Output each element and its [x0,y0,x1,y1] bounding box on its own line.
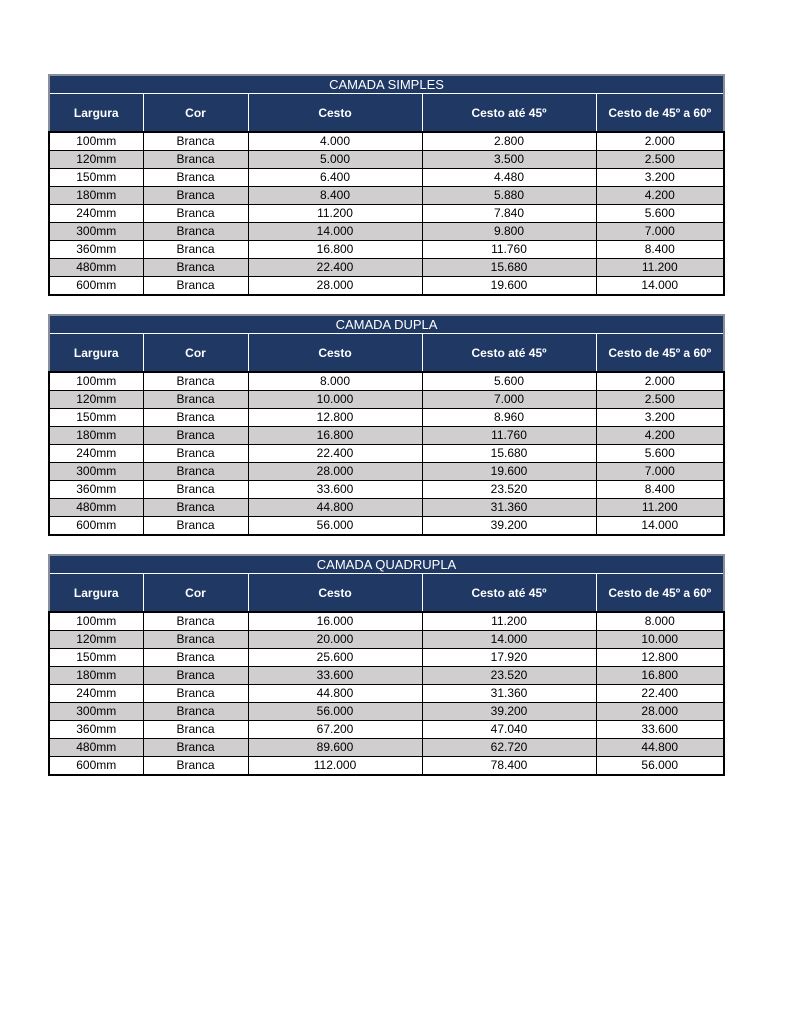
cell-cesto-ate-45: 8.960 [422,409,596,427]
cell-cesto-45-60: 3.200 [596,169,724,187]
cell-largura: 120mm [49,151,143,169]
column-header-cesto-45-60: Cesto de 45º a 60º [596,574,724,613]
cell-cor: Branca [143,187,248,205]
cell-cesto: 22.400 [248,445,422,463]
cell-largura: 100mm [49,372,143,391]
cell-cesto-ate-45: 5.880 [422,187,596,205]
cell-cesto-45-60: 22.400 [596,685,724,703]
cell-cor: Branca [143,481,248,499]
cell-cor: Branca [143,409,248,427]
cell-cesto: 25.600 [248,649,422,667]
table-row [49,667,724,685]
cell-cor: Branca [143,259,248,277]
cell-cor: Branca [143,277,248,296]
table-row [49,187,724,205]
table-row [49,631,724,649]
price-table [48,314,725,536]
cell-largura: 300mm [49,463,143,481]
cell-cesto-ate-45: 23.520 [422,481,596,499]
cell-cesto-45-60: 56.000 [596,757,724,776]
cell-largura: 480mm [49,259,143,277]
cell-largura: 150mm [49,169,143,187]
cell-cesto: 22.400 [248,259,422,277]
cell-largura: 240mm [49,445,143,463]
cell-cesto: 112.000 [248,757,422,776]
cell-cor: Branca [143,132,248,151]
cell-cesto-45-60: 2.000 [596,132,724,151]
cell-cor: Branca [143,517,248,536]
cell-cesto: 44.800 [248,499,422,517]
column-header-largura: Largura [49,334,143,373]
cell-cor: Branca [143,372,248,391]
cell-cesto: 8.000 [248,372,422,391]
cell-largura: 600mm [49,277,143,296]
cell-cesto-45-60: 10.000 [596,631,724,649]
cell-cor: Branca [143,169,248,187]
column-header-cor: Cor [143,574,248,613]
cell-cesto-45-60: 5.600 [596,205,724,223]
cell-cesto: 8.400 [248,187,422,205]
cell-cesto: 5.000 [248,151,422,169]
cell-largura: 100mm [49,132,143,151]
cell-largura: 240mm [49,205,143,223]
price-table [48,74,725,296]
cell-largura: 180mm [49,187,143,205]
table-row [49,223,724,241]
cell-cesto-ate-45: 5.600 [422,372,596,391]
cell-cor: Branca [143,703,248,721]
cell-cesto-ate-45: 15.680 [422,259,596,277]
cell-largura: 120mm [49,631,143,649]
price-table [48,554,725,776]
column-header-cesto: Cesto [248,574,422,613]
column-header-cor: Cor [143,334,248,373]
cell-cesto-45-60: 2.000 [596,372,724,391]
cell-cesto-ate-45: 11.760 [422,241,596,259]
cell-cesto: 33.600 [248,667,422,685]
table-row [49,703,724,721]
cell-cesto-ate-45: 31.360 [422,685,596,703]
table-row [49,739,724,757]
price-table-simples [48,74,723,296]
cell-cor: Branca [143,757,248,776]
cell-cor: Branca [143,499,248,517]
cell-cesto-ate-45: 47.040 [422,721,596,739]
cell-cor: Branca [143,391,248,409]
cell-cesto-ate-45: 7.840 [422,205,596,223]
cell-cesto-ate-45: 4.480 [422,169,596,187]
column-header-cesto-45-60: Cesto de 45º a 60º [596,94,724,133]
cell-largura: 600mm [49,517,143,536]
column-header-largura: Largura [49,574,143,613]
cell-cesto: 20.000 [248,631,422,649]
table-row [49,151,724,169]
table-row [49,685,724,703]
cell-cesto-45-60: 4.200 [596,187,724,205]
cell-cor: Branca [143,631,248,649]
cell-largura: 180mm [49,667,143,685]
cell-cor: Branca [143,739,248,757]
cell-cor: Branca [143,445,248,463]
cell-largura: 480mm [49,739,143,757]
cell-largura: 180mm [49,427,143,445]
column-header-cor: Cor [143,94,248,133]
cell-cesto-ate-45: 39.200 [422,703,596,721]
cell-cesto: 16.800 [248,241,422,259]
cell-cesto-ate-45: 9.800 [422,223,596,241]
cell-largura: 480mm [49,499,143,517]
cell-cor: Branca [143,721,248,739]
cell-cor: Branca [143,612,248,631]
price-table-dupla [48,314,723,536]
cell-largura: 360mm [49,481,143,499]
cell-cor: Branca [143,427,248,445]
cell-largura: 240mm [49,685,143,703]
table-row [49,481,724,499]
table-row [49,445,724,463]
cell-cor: Branca [143,205,248,223]
cell-cesto-45-60: 44.800 [596,739,724,757]
cell-cesto-ate-45: 15.680 [422,445,596,463]
table-row [49,409,724,427]
table-title: CAMADA QUADRUPLA [49,555,724,574]
table-row [49,721,724,739]
cell-cesto: 4.000 [248,132,422,151]
table-row [49,259,724,277]
cell-cesto-ate-45: 78.400 [422,757,596,776]
cell-largura: 360mm [49,721,143,739]
cell-cor: Branca [143,151,248,169]
cell-largura: 360mm [49,241,143,259]
cell-cesto-45-60: 2.500 [596,391,724,409]
cell-cesto-45-60: 14.000 [596,277,724,296]
cell-cesto-45-60: 2.500 [596,151,724,169]
table-row [49,517,724,536]
column-header-largura: Largura [49,94,143,133]
cell-largura: 120mm [49,391,143,409]
table-row [49,612,724,631]
column-header-cesto: Cesto [248,94,422,133]
cell-cesto-ate-45: 17.920 [422,649,596,667]
cell-cor: Branca [143,463,248,481]
table-row [49,277,724,296]
table-body [49,372,724,535]
cell-cesto: 12.800 [248,409,422,427]
cell-cesto: 44.800 [248,685,422,703]
cell-cesto-45-60: 8.400 [596,481,724,499]
cell-cesto-45-60: 5.600 [596,445,724,463]
table-row [49,391,724,409]
cell-cesto: 28.000 [248,277,422,296]
cell-largura: 150mm [49,409,143,427]
cell-cesto-45-60: 4.200 [596,427,724,445]
cell-cesto: 33.600 [248,481,422,499]
column-header-cesto-ate-45: Cesto até 45º [422,574,596,613]
cell-cesto-45-60: 28.000 [596,703,724,721]
cell-cesto-45-60: 7.000 [596,223,724,241]
cell-cesto: 28.000 [248,463,422,481]
cell-cesto-ate-45: 62.720 [422,739,596,757]
cell-cesto-ate-45: 11.200 [422,612,596,631]
table-title: CAMADA DUPLA [49,315,724,334]
cell-cesto-ate-45: 23.520 [422,667,596,685]
column-header-cesto-ate-45: Cesto até 45º [422,94,596,133]
cell-cesto: 67.200 [248,721,422,739]
table-row [49,169,724,187]
cell-cor: Branca [143,667,248,685]
table-body [49,132,724,295]
price-document [48,74,723,794]
cell-cesto: 11.200 [248,205,422,223]
cell-cesto-ate-45: 11.760 [422,427,596,445]
column-header-cesto-ate-45: Cesto até 45º [422,334,596,373]
cell-cesto: 16.000 [248,612,422,631]
cell-largura: 100mm [49,612,143,631]
cell-cesto-45-60: 11.200 [596,259,724,277]
table-row [49,427,724,445]
table-row [49,241,724,259]
cell-cesto-ate-45: 7.000 [422,391,596,409]
cell-cesto: 6.400 [248,169,422,187]
cell-cesto-45-60: 12.800 [596,649,724,667]
cell-cesto-ate-45: 31.360 [422,499,596,517]
cell-cesto: 10.000 [248,391,422,409]
price-table-quadrupla [48,554,723,776]
cell-cesto: 14.000 [248,223,422,241]
cell-cesto-45-60: 7.000 [596,463,724,481]
cell-cor: Branca [143,649,248,667]
cell-cesto-ate-45: 39.200 [422,517,596,536]
cell-cor: Branca [143,223,248,241]
cell-cesto: 56.000 [248,517,422,536]
cell-cesto: 56.000 [248,703,422,721]
cell-cor: Branca [143,685,248,703]
cell-cesto: 89.600 [248,739,422,757]
cell-cesto-45-60: 11.200 [596,499,724,517]
table-row [49,499,724,517]
cell-largura: 300mm [49,223,143,241]
table-row [49,649,724,667]
cell-largura: 300mm [49,703,143,721]
cell-cesto-ate-45: 14.000 [422,631,596,649]
table-title: CAMADA SIMPLES [49,75,724,94]
cell-largura: 600mm [49,757,143,776]
cell-cesto-ate-45: 19.600 [422,277,596,296]
cell-largura: 150mm [49,649,143,667]
cell-cesto: 16.800 [248,427,422,445]
cell-cesto-45-60: 3.200 [596,409,724,427]
column-header-cesto-45-60: Cesto de 45º a 60º [596,334,724,373]
table-row [49,372,724,391]
cell-cesto-ate-45: 3.500 [422,151,596,169]
cell-cesto-45-60: 33.600 [596,721,724,739]
table-body [49,612,724,775]
cell-cesto-ate-45: 2.800 [422,132,596,151]
cell-cor: Branca [143,241,248,259]
table-row [49,757,724,776]
cell-cesto-45-60: 16.800 [596,667,724,685]
table-row [49,463,724,481]
cell-cesto-45-60: 8.400 [596,241,724,259]
column-header-cesto: Cesto [248,334,422,373]
cell-cesto-45-60: 8.000 [596,612,724,631]
cell-cesto-45-60: 14.000 [596,517,724,536]
cell-cesto-ate-45: 19.600 [422,463,596,481]
table-row [49,132,724,151]
table-row [49,205,724,223]
